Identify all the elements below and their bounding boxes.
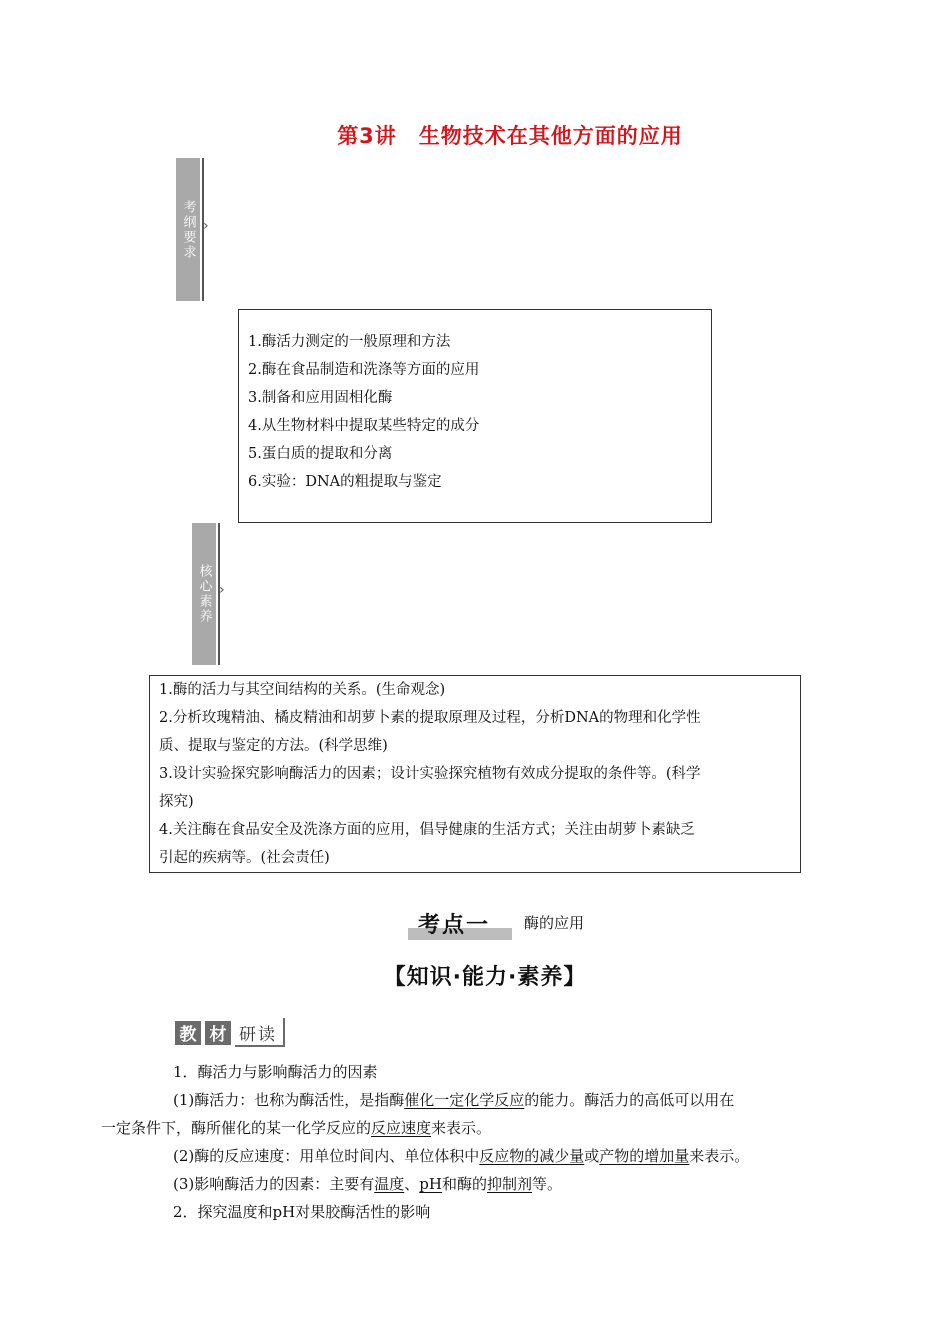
exam-outline-tab — [176, 158, 200, 301]
exam-outline-box — [238, 309, 712, 523]
outline-item: 5.蛋白质的提取和分离 — [248, 446, 393, 462]
chevron-right-icon: › — [203, 218, 209, 234]
core-literacy-tab-label: 核心素养 — [196, 564, 212, 624]
paragraph-enzyme-activity — [101, 1086, 817, 1142]
answer-blank: 催化一定化学反应 — [404, 1091, 525, 1109]
page-title: 第3讲 生物技术在其他方面的应用 — [337, 124, 683, 148]
text: 一定条件下，酶所催化的某一化学反应的 — [101, 1119, 372, 1137]
answer-blank: 抑制剂 — [486, 1175, 532, 1193]
paragraph-reaction-speed — [137, 1142, 853, 1170]
answer-blank: pH — [419, 1175, 442, 1193]
literacy-line: 1.酶的活力与其空间结构的关系。(生命观念) — [159, 682, 446, 698]
outline-item: 3.制备和应用固相化酶 — [248, 390, 393, 406]
literacy-line: 2.分析玫瑰精油、橘皮精油和胡萝卜素的提取原理及过程，分析DNA的物理和化学性 — [159, 710, 701, 726]
textbook-reading-badge — [175, 1018, 285, 1047]
outline-item: 4.从生物材料中提取某些特定的成分 — [248, 418, 480, 434]
answer-blank: 产物的增加量 — [599, 1147, 690, 1165]
text: 来表示。 — [431, 1119, 492, 1137]
text: 来表示。 — [689, 1147, 750, 1165]
literacy-line: 3.设计实验探究影响酶活力的因素；设计实验探究植物有效成分提取的条件等。(科学 — [159, 766, 701, 782]
literacy-line: 探究) — [159, 794, 194, 810]
badge-char: 材 — [205, 1021, 231, 1045]
core-literacy-tab — [192, 523, 216, 665]
heading-text: 1．酶活力与影响酶活力的因素 — [173, 1063, 378, 1081]
chevron-right-icon: › — [219, 582, 225, 598]
literacy-line: 4.关注酶在食品安全及洗涤方面的应用，倡导健康的生活方式；关注由胡萝卜素缺乏 — [159, 822, 695, 838]
paragraph-factors — [137, 1170, 853, 1198]
badge-rest: 研读 — [235, 1018, 285, 1047]
text: 等。 — [532, 1175, 563, 1193]
badge-char: 教 — [175, 1021, 201, 1045]
answer-blank: 反应物的减少量 — [479, 1147, 585, 1165]
kaodian-label: 考点一 — [418, 913, 491, 938]
text: 和酶的 — [441, 1175, 487, 1193]
kaodian-heading — [408, 908, 500, 939]
text: 、 — [404, 1175, 420, 1193]
outline-item: 2.酶在食品制造和洗涤等方面的应用 — [248, 362, 480, 378]
section-title: 【知识·能力·素养】 — [383, 965, 587, 990]
literacy-line: 引起的疾病等。(社会责任) — [159, 850, 330, 866]
exam-outline-tab-label: 考纲要求 — [180, 199, 196, 260]
heading-text: 2．探究温度和pH对果胶酶活性的影响 — [173, 1203, 431, 1221]
content-heading-1 — [137, 1058, 853, 1086]
kaodian-subtitle: 酶的应用 — [524, 914, 585, 932]
outline-item: 6.实验：DNA的粗提取与鉴定 — [248, 474, 442, 490]
text: (1)酶活力：也称为酶活性，是指酶 — [173, 1091, 405, 1109]
outline-item: 1.酶活力测定的一般原理和方法 — [248, 334, 451, 350]
core-literacy-box — [149, 675, 801, 873]
text: 或 — [584, 1147, 600, 1165]
text: (2)酶的反应速度：用单位时间内、单位体积中 — [173, 1147, 480, 1165]
literacy-line: 质、提取与鉴定的方法。(科学思维) — [159, 738, 388, 754]
content-heading-2 — [137, 1198, 853, 1226]
text: 的能力。酶活力的高低可以用在 — [524, 1091, 735, 1109]
text: (3)影响酶活力的因素：主要有 — [173, 1175, 375, 1193]
answer-blank: 温度 — [374, 1175, 405, 1193]
answer-blank: 反应速度 — [371, 1119, 432, 1137]
